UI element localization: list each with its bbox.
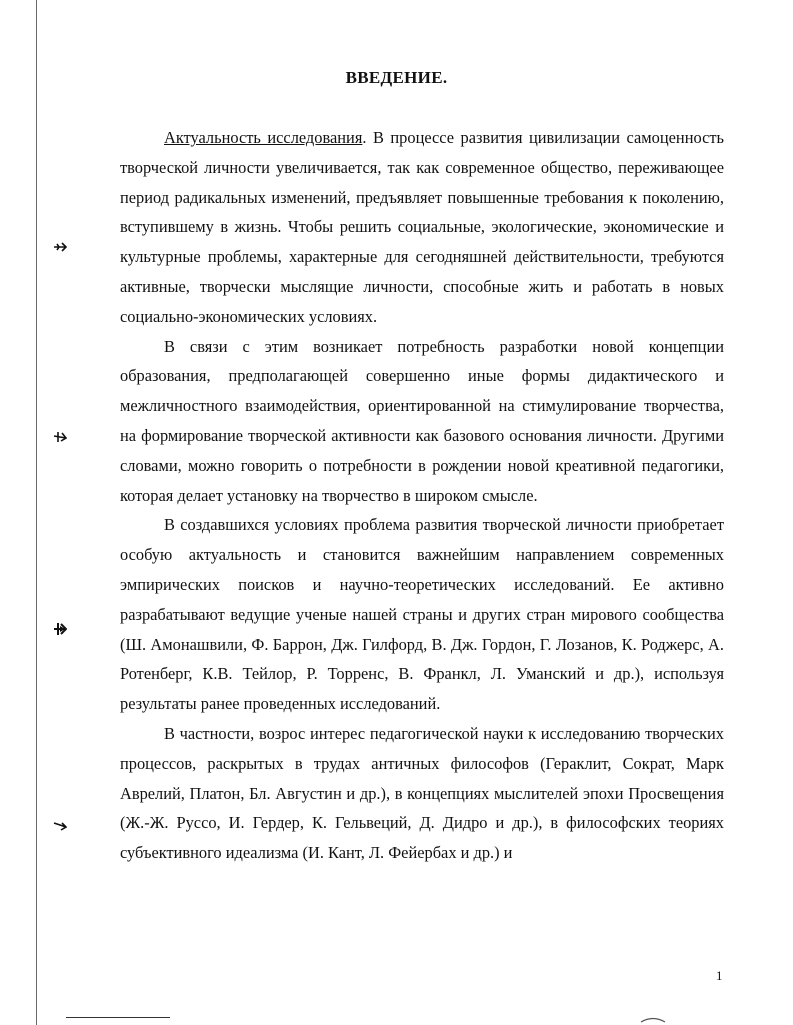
margin-mark-icon — [53, 240, 67, 254]
footer-curve — [640, 1015, 666, 1023]
margin-mark-icon — [53, 430, 67, 444]
margin-mark-icon — [53, 622, 67, 636]
paragraph-1 — [120, 123, 724, 332]
paragraph-2: В связи с этим возникает потребность разработки новой концепции образования, предполагающей совершенно иные формы дидактического и межличностного взаимодействия, ориентированной на стимулирование творчества, на формирование творческой активности как базового основания личности. Другими словами, можно говорить о потребности в рождении новой креативной педагогики, которая делает установку на творчество в широком смысле. — [120, 336, 724, 505]
body-text — [120, 123, 724, 868]
relevance-heading: Актуальность исследования — [164, 128, 363, 147]
page-title: ВВЕДЕНИЕ. — [345, 68, 448, 87]
paragraph-3: В создавшихся условиях проблема развития творческой личности приобретает особую актуальность и становится важнейшим направлением современных эмпирических поисков и научно-теоретических исследований. Ее активно разрабатывают ведущие ученые нашей страны и других стран мирового сообщества (Ш. Амонашвили, Ф. Баррон, Дж. Гилфорд, В. Дж. Гордон, Г. Лозанов, К. Роджерс, А. Ротенберг, К.В. Тейлор, Р. Торренс, В. Франкл, Л. Уманский и др.), используя результаты ранее проведенных исследований. — [120, 515, 724, 714]
paragraph-1-text: . В процессе развития цивилизации самоценность творческой личности увеличивается, так как современное общество, переживающее период радикальных изменений, предъявляет повышенные требования к поколению, вступившему в жизнь. Чтобы решить социальные, экологические, экономические и культурные проблемы, характерные для сегодняшней действительности, требуются активные, творчески мыслящие личности, способные жить и работать в новых социально-экономических условиях. — [120, 128, 724, 326]
footer-line — [66, 1017, 170, 1018]
page-number: 1 — [716, 968, 723, 983]
scan-left-edge — [36, 0, 37, 1025]
margin-mark-icon — [53, 818, 67, 832]
paragraph-4: В частности, возрос интерес педагогической науки к исследованию творческих процессов, раскрытых в трудах античных философов (Гераклит, Сократ, Марк Аврелий, Платон, Бл. Августин и др.), в концепциях мыслителей эпохи Просвещения (Ж.-Ж. Руссо, И. Гердер, К. Гельвеций, Д. Дидро и др.), в философских теориях субъективного идеализма (И. Кант, Л. Фейербах и др.) и — [120, 723, 724, 863]
